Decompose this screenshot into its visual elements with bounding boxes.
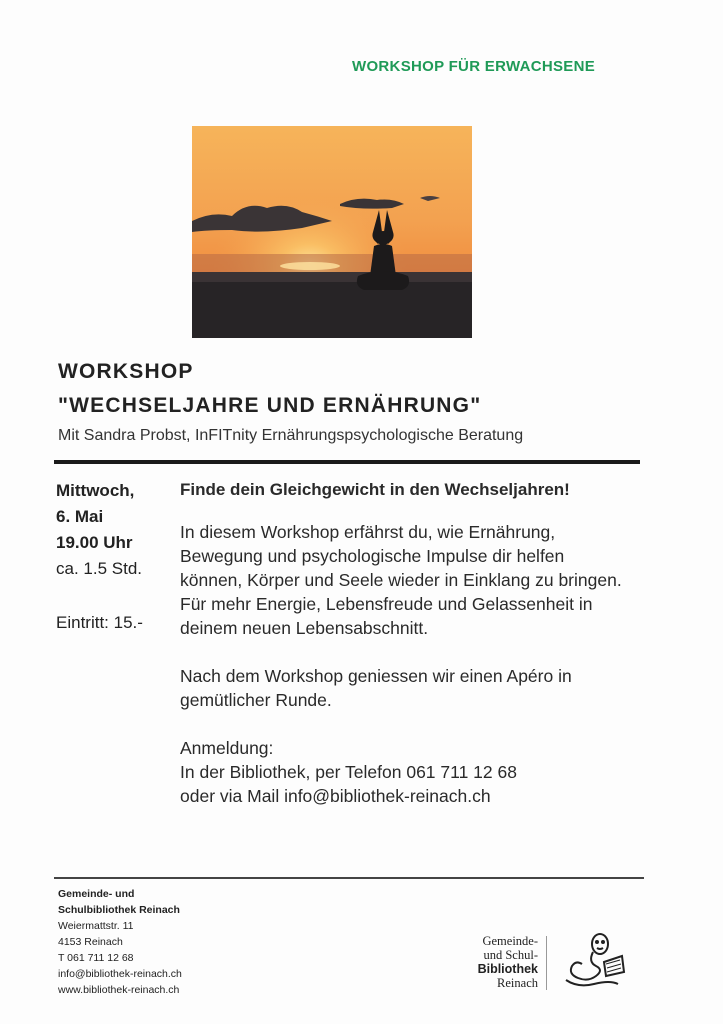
description-paragraph: In diesem Workshop erfährst du, wie Ernährung, Bewegung und psychologische Impulse dir helfen können, Körper und Seele wieder in Einklang zu bringen. Für mehr Energie, Lebensfreude und Gelassenheit in deinem neuen Lebensabschnitt. (180, 522, 622, 638)
library-phone: T 061 711 12 68 (58, 952, 134, 964)
title-divider (54, 460, 640, 464)
library-street: Weiermattstr. 11 (58, 920, 134, 932)
category-label: WORKSHOP FÜR ERWACHSENE (352, 58, 596, 75)
bookworm-reading-icon (560, 932, 630, 999)
yoga-sunset-photo (192, 126, 472, 338)
logo-separator (546, 936, 547, 990)
library-name-line1: Gemeinde- und (58, 888, 135, 900)
library-logo (448, 932, 638, 996)
page-title-line2: "WECHSELJAHRE UND ERNÄHRUNG" (58, 394, 482, 417)
description (180, 478, 630, 808)
event-day: Mittwoch, (56, 481, 135, 500)
library-city: 4153 Reinach (58, 936, 123, 948)
headline: Finde dein Gleichgewicht in den Wechseljahren! (180, 480, 570, 499)
logo-line4: Reinach (497, 976, 538, 990)
logo-line3: Bibliothek (477, 962, 538, 976)
event-details (56, 478, 176, 636)
registration-line1: In der Bibliothek, per Telefon 061 711 12 68 (180, 762, 517, 782)
logo-line1: Gemeinde- (482, 934, 538, 948)
event-date: 6. Mai (56, 507, 104, 526)
library-web: www.bibliothek-reinach.ch (58, 984, 180, 996)
registration-line2: oder via Mail info@bibliothek-reinach.ch (180, 786, 491, 806)
library-address (58, 886, 182, 998)
yoga-silhouette-sunset-image (192, 126, 472, 338)
registration-label: Anmeldung: (180, 738, 274, 758)
event-time: 19.00 Uhr (56, 533, 133, 552)
apero-paragraph: Nach dem Workshop geniessen wir einen Apéro in gemütlicher Runde. (180, 666, 572, 710)
library-email: info@bibliothek-reinach.ch (58, 968, 182, 980)
logo-line2: und Schul- (483, 948, 538, 962)
footer-divider (54, 877, 644, 879)
presenter-subtitle: Mit Sandra Probst, InFITnity Ernährungspsychologische Beratung (58, 427, 524, 444)
event-duration: ca. 1.5 Std. (56, 559, 142, 578)
event-entry-fee: Eintritt: 15.- (56, 613, 143, 632)
page-title-line1: WORKSHOP (58, 360, 194, 383)
library-name-line2: Schulbibliothek Reinach (58, 904, 180, 916)
